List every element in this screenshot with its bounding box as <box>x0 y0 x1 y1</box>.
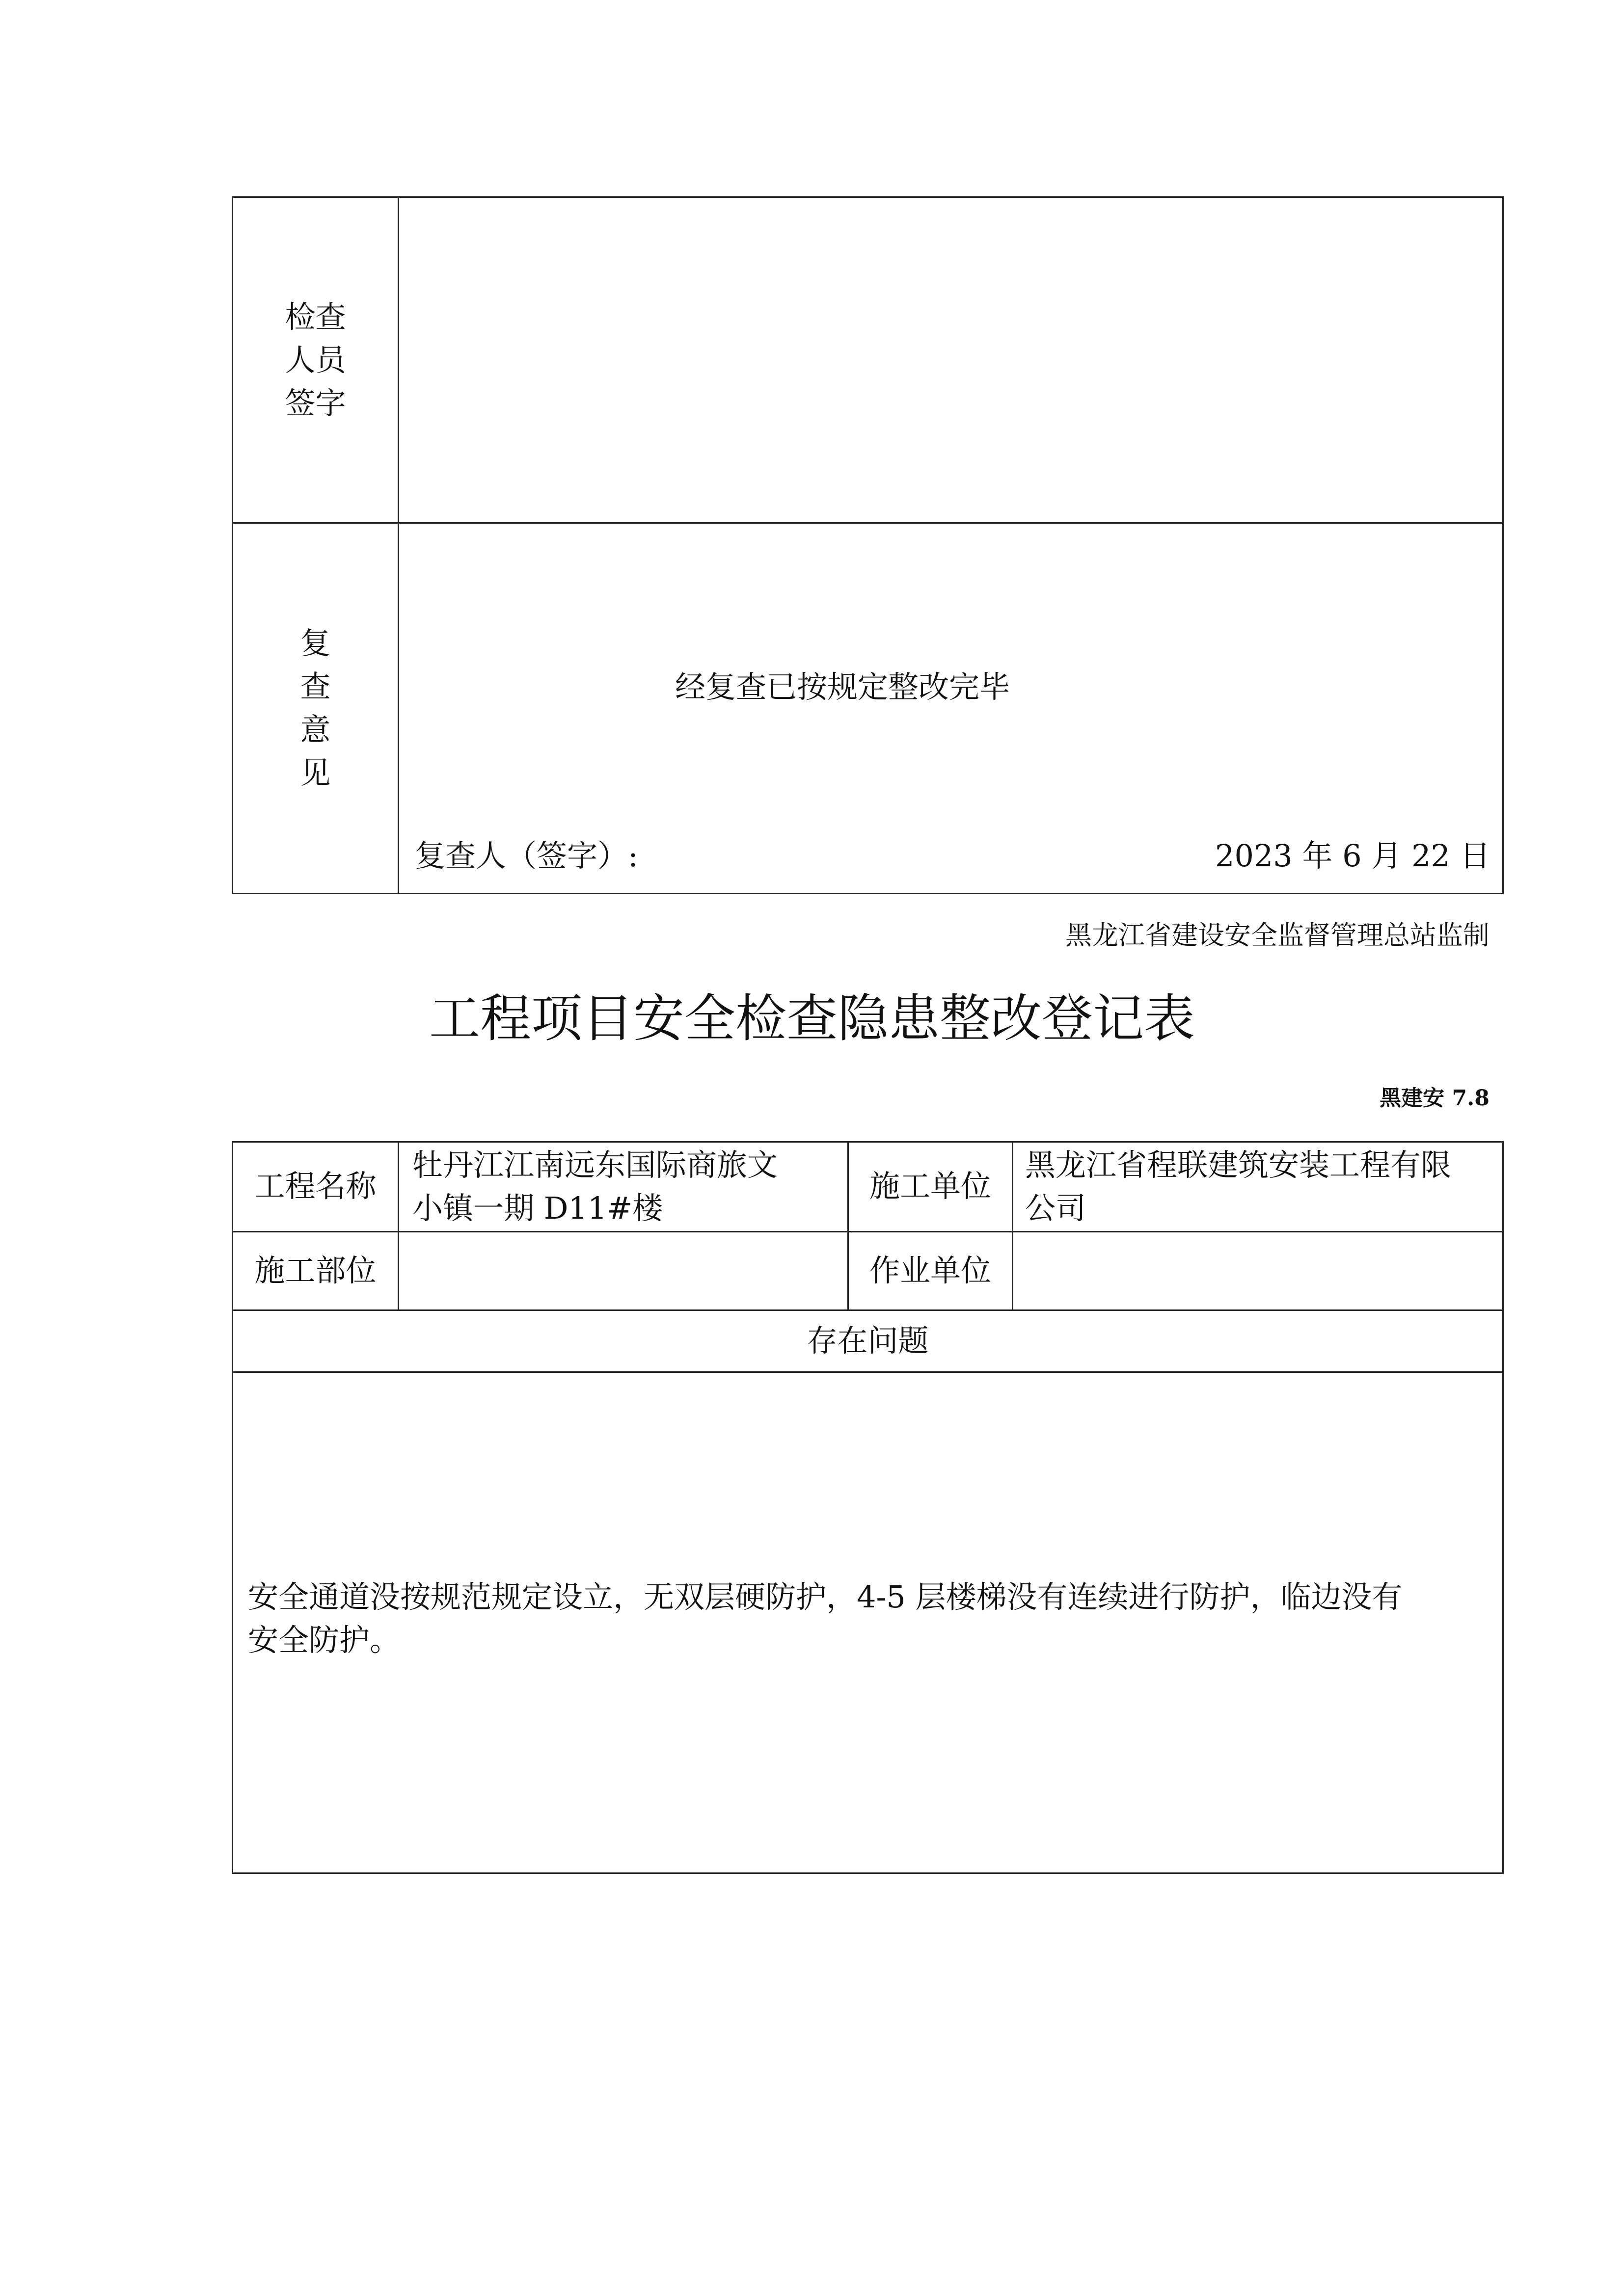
inspector-label-line: 检查 <box>285 299 346 335</box>
table-row-line <box>232 1309 1504 1311</box>
table-col-line <box>1012 1141 1013 1311</box>
review-label-char: 意 <box>300 712 331 748</box>
form-code: 黑建安 7.8 <box>1380 1086 1489 1111</box>
review-label-char: 见 <box>300 755 331 791</box>
table-border-bottom <box>232 893 1504 894</box>
construction-unit-line: 公司 <box>1025 1190 1086 1226</box>
table-border-right <box>1502 196 1504 894</box>
project-name-label: 工程名称 <box>254 1168 377 1204</box>
table-row-line <box>232 1231 1504 1232</box>
review-opinion-label <box>233 622 398 795</box>
construction-unit-label: 施工单位 <box>869 1168 991 1204</box>
table-border-right <box>1502 1141 1504 1874</box>
table-row-line <box>232 1371 1504 1373</box>
issues-text <box>248 1575 1403 1662</box>
work-unit-label: 作业单位 <box>869 1253 991 1288</box>
table-col-line <box>398 1141 399 1311</box>
review-label-char: 复 <box>300 625 331 661</box>
construction-unit-line: 黑龙江省程联建筑安装工程有限 <box>1025 1147 1452 1183</box>
project-name-value <box>412 1144 778 1230</box>
project-name-line: 小镇一期 D11#楼 <box>412 1190 663 1226</box>
form-title: 工程项目安全检查隐患整改登记表 <box>429 988 1195 1048</box>
issues-text-line: 安全通道没按规范规定设立，无双层硬防护，4-5 层楼梯没有连续进行防护，临边没有 <box>248 1579 1403 1615</box>
inspector-label-line: 人员 <box>285 342 346 378</box>
reviewer-signature-label: 复查人（签字）: <box>415 838 638 874</box>
inspector-label-line: 签字 <box>285 385 346 421</box>
construction-part-label: 施工部位 <box>254 1253 377 1288</box>
inspector-signature-field[interactable] <box>399 198 1502 522</box>
table-border-top <box>232 1141 1504 1143</box>
construction-unit-value <box>1025 1144 1451 1230</box>
issues-text-line: 安全防护。 <box>248 1622 401 1658</box>
inspector-signature-label <box>233 295 398 425</box>
table-border-bottom <box>232 1872 1504 1874</box>
issues-header: 存在问题 <box>807 1323 929 1359</box>
project-name-line: 牡丹江江南远东国际商旅文 <box>412 1147 778 1183</box>
supervision-note: 黑龙江省建设安全监督管理总站监制 <box>1065 920 1489 951</box>
table-border-mid <box>232 522 1504 524</box>
review-label-char: 查 <box>300 668 331 704</box>
review-date: 2023 年 6 月 22 日 <box>1215 838 1490 874</box>
review-opinion-text: 经复查已按规定整改完毕 <box>675 669 1010 705</box>
